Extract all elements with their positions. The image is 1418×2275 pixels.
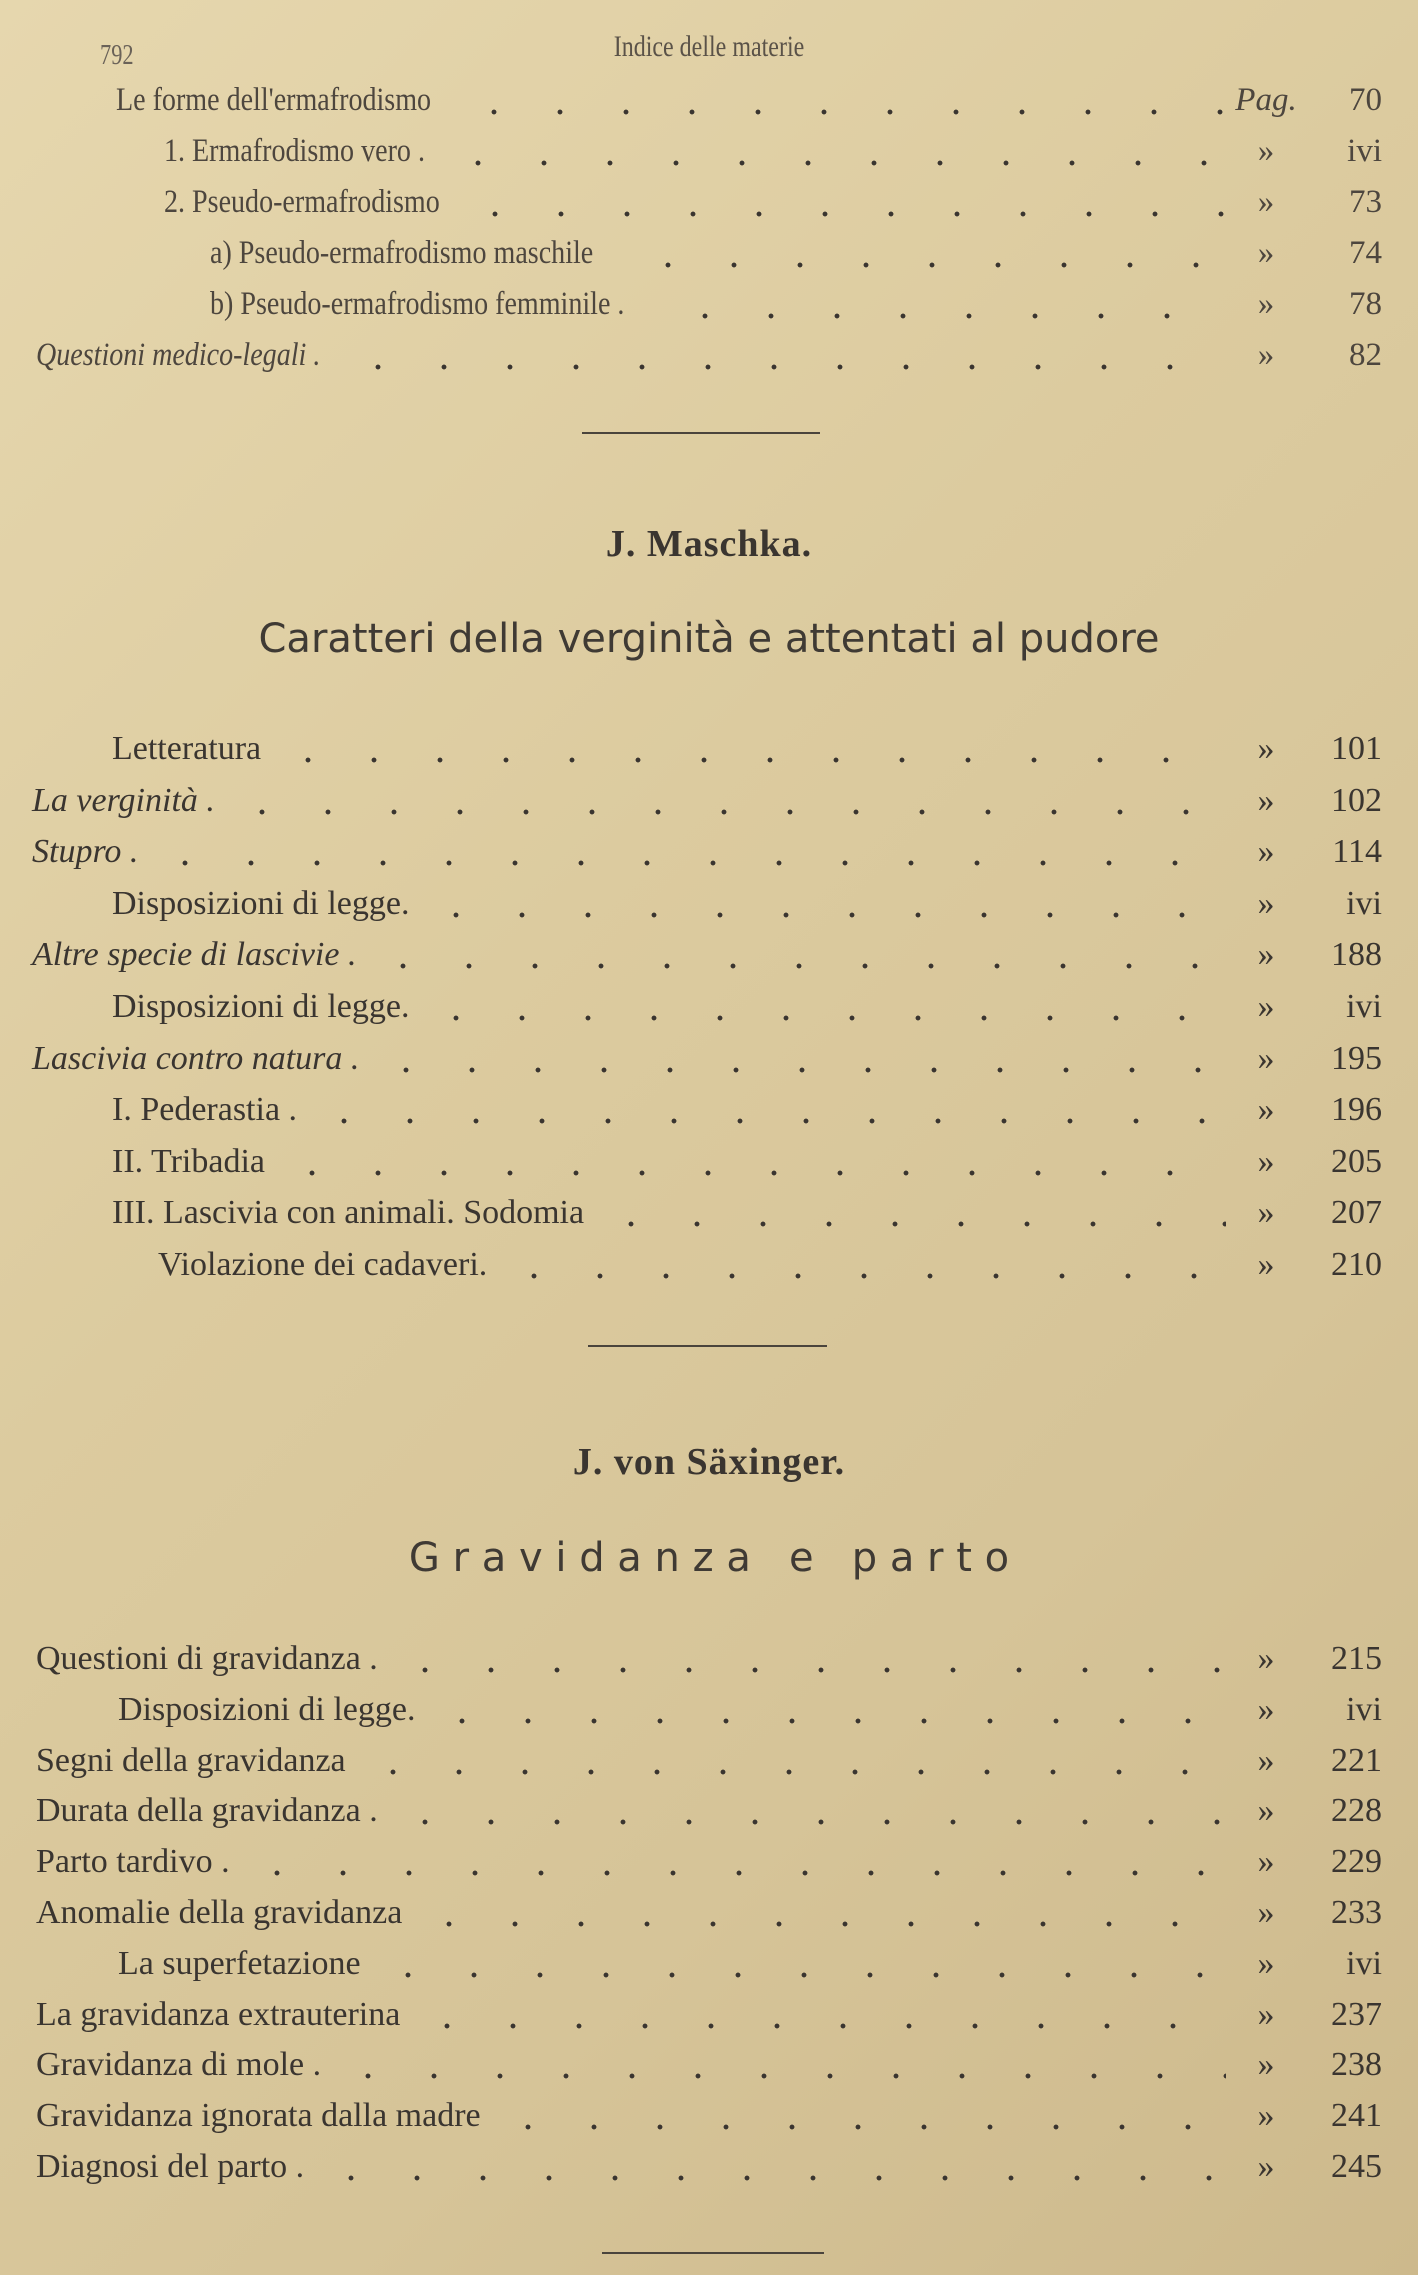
page-reference: 245 bbox=[1331, 2148, 1382, 2185]
toc-entry-label: III. Lascivia con animali. Sodomia bbox=[112, 1194, 585, 1232]
dot-leader bbox=[335, 2073, 1226, 2079]
page-reference: 82 bbox=[1349, 337, 1382, 373]
page-reference: 74 bbox=[1349, 235, 1382, 271]
page-marker: » bbox=[1257, 730, 1275, 767]
page-reference: 207 bbox=[1331, 1194, 1382, 1232]
page-reference: ivi bbox=[1346, 1690, 1382, 1728]
page-marker: » bbox=[1257, 1142, 1275, 1180]
page-reference: ivi bbox=[1346, 884, 1382, 922]
page-reference: 196 bbox=[1331, 1091, 1382, 1129]
toc-entry bbox=[0, 1945, 1418, 1991]
page-reference: 241 bbox=[1331, 2097, 1382, 2135]
dot-leader bbox=[461, 109, 1226, 115]
section-divider bbox=[588, 1345, 827, 1347]
page-marker: » bbox=[1257, 936, 1275, 974]
toc-entry-label: Stupro . bbox=[32, 833, 139, 871]
toc-entry bbox=[0, 1894, 1418, 1940]
toc-entry-label: b) Pseudo-ermafrodismo femminile . bbox=[210, 286, 625, 322]
toc-entry bbox=[0, 1742, 1418, 1788]
page-marker: » bbox=[1257, 1194, 1275, 1232]
page-reference: 221 bbox=[1331, 1741, 1382, 1779]
toc-entry bbox=[0, 286, 1418, 332]
page-marker: » bbox=[1257, 2148, 1275, 2185]
dot-leader bbox=[414, 2023, 1226, 2029]
page-reference: 101 bbox=[1331, 730, 1382, 767]
page-reference: 73 bbox=[1349, 184, 1382, 220]
page-reference: 102 bbox=[1331, 781, 1382, 819]
dot-leader bbox=[279, 1170, 1226, 1176]
toc-entry-label: Diagnosi del parto . bbox=[36, 2148, 305, 2185]
toc-entry-label: Disposizioni di legge. bbox=[118, 1690, 416, 1728]
toc-entry-label: Gravidanza di mole . bbox=[36, 2046, 322, 2084]
page-reference: 237 bbox=[1331, 1995, 1382, 2033]
toc-entry-label: Questioni medico-legali . bbox=[36, 337, 321, 373]
page-reference: 229 bbox=[1331, 1843, 1382, 1881]
page-marker: » bbox=[1257, 1944, 1275, 1982]
dot-leader bbox=[275, 757, 1226, 763]
toc-entry bbox=[0, 730, 1418, 776]
page-reference: 210 bbox=[1331, 1246, 1382, 1283]
page-marker: » bbox=[1257, 833, 1275, 871]
dot-leader bbox=[423, 912, 1226, 918]
page-reference: ivi bbox=[1346, 1944, 1382, 1982]
page-marker: » bbox=[1257, 1246, 1275, 1283]
dot-leader bbox=[462, 211, 1226, 217]
dot-leader bbox=[392, 1667, 1226, 1673]
toc-entry-label: Le forme dell'ermafrodismo bbox=[116, 82, 432, 118]
page-reference: 215 bbox=[1331, 1640, 1382, 1677]
page-reference: 70 bbox=[1349, 82, 1382, 118]
toc-entry bbox=[0, 1640, 1418, 1686]
dot-leader bbox=[445, 160, 1226, 166]
page-marker: » bbox=[1257, 1690, 1275, 1728]
toc-entry bbox=[0, 885, 1418, 931]
section-title: G r a v i d a n z a e p a r t o bbox=[408, 1535, 1010, 1581]
toc-entry-label: 2. Pseudo-ermafrodismo bbox=[164, 184, 440, 220]
toc-entry-label: Lascivia contro natura . bbox=[32, 1039, 360, 1077]
page-marker: » bbox=[1257, 1091, 1275, 1129]
dot-leader bbox=[373, 1067, 1226, 1073]
toc-entry bbox=[0, 1691, 1418, 1737]
dot-leader bbox=[416, 1921, 1226, 1927]
page-reference: 195 bbox=[1331, 1039, 1382, 1077]
page-marker: » bbox=[1257, 235, 1275, 271]
page-reference: ivi bbox=[1346, 988, 1382, 1025]
toc-entry bbox=[0, 1246, 1418, 1292]
dot-leader bbox=[392, 1819, 1226, 1825]
page-reference: ivi bbox=[1347, 133, 1382, 169]
page-marker: Pag. bbox=[1235, 82, 1297, 118]
dot-leader bbox=[423, 1015, 1226, 1021]
page-reference: 233 bbox=[1331, 1894, 1382, 1931]
page-reference: 114 bbox=[1332, 833, 1382, 871]
dot-leader bbox=[345, 364, 1226, 370]
page-marker: » bbox=[1257, 1039, 1275, 1077]
toc-entry-label: La verginità . bbox=[32, 781, 215, 819]
toc-entry-label: Violazione dei cadaveri. bbox=[158, 1246, 488, 1283]
toc-entry bbox=[0, 1792, 1418, 1838]
toc-entry bbox=[0, 1194, 1418, 1240]
toc-entry bbox=[0, 988, 1418, 1034]
toc-entry-label: La gravidanza extrauterina bbox=[36, 1995, 401, 2033]
page-reference: 205 bbox=[1331, 1142, 1382, 1180]
toc-entry bbox=[0, 1843, 1418, 1889]
section-author: J. von Säxinger. bbox=[572, 1441, 846, 1483]
toc-entry bbox=[0, 1143, 1418, 1189]
toc-entry-label: La superfetazione bbox=[118, 1944, 361, 1982]
page-marker: » bbox=[1257, 1843, 1275, 1881]
toc-entry-label: a) Pseudo-ermafrodismo maschile bbox=[210, 235, 594, 271]
page-marker: » bbox=[1257, 133, 1275, 169]
toc-entry-label: 1. Ermafrodismo vero . bbox=[164, 133, 425, 169]
toc-entry bbox=[0, 936, 1418, 982]
toc-entry bbox=[0, 1091, 1418, 1137]
page-marker: » bbox=[1257, 337, 1275, 373]
page-marker: » bbox=[1257, 1792, 1275, 1830]
page-marker: » bbox=[1257, 1995, 1275, 2033]
toc-entry-label: II. Tribadia bbox=[112, 1142, 265, 1180]
page-marker: » bbox=[1257, 286, 1275, 322]
toc-entry bbox=[0, 782, 1418, 828]
page-reference: 78 bbox=[1349, 286, 1382, 322]
page-marker: » bbox=[1257, 1741, 1275, 1779]
dot-leader bbox=[360, 1769, 1226, 1775]
section-title: Caratteri della verginità e attentati al pudore bbox=[258, 616, 1160, 662]
dot-leader bbox=[672, 313, 1226, 319]
toc-entry-label: Parto tardivo . bbox=[36, 1843, 230, 1881]
toc-entry-label: Disposizioni di legge. bbox=[112, 988, 410, 1025]
page-marker: » bbox=[1257, 2097, 1275, 2135]
toc-entry bbox=[0, 82, 1418, 128]
dot-leader bbox=[635, 262, 1226, 268]
toc-entry-label: Segni della gravidanza bbox=[36, 1741, 346, 1779]
toc-entry-label: I. Pederastia . bbox=[112, 1091, 298, 1129]
toc-entry bbox=[0, 133, 1418, 179]
toc-entry bbox=[0, 1040, 1418, 1086]
section-divider bbox=[602, 2252, 824, 2254]
page-reference: 228 bbox=[1331, 1792, 1382, 1830]
dot-leader bbox=[152, 860, 1226, 866]
dot-leader bbox=[318, 2175, 1226, 2181]
page-number: 792 bbox=[100, 40, 134, 71]
toc-entry-label: Durata della gravidanza . bbox=[36, 1792, 378, 1830]
page-marker: » bbox=[1257, 2046, 1275, 2084]
page-marker: » bbox=[1257, 184, 1275, 220]
dot-leader bbox=[244, 1870, 1226, 1876]
toc-entry-label: Letteratura bbox=[112, 730, 262, 767]
toc-entry-label: Altre specie di lascivie . bbox=[32, 936, 357, 974]
page-reference: 238 bbox=[1331, 2046, 1382, 2084]
page-marker: » bbox=[1257, 1640, 1275, 1677]
dot-leader bbox=[229, 809, 1226, 815]
dot-leader bbox=[598, 1221, 1226, 1227]
dot-leader bbox=[501, 1273, 1226, 1279]
dot-leader bbox=[375, 1972, 1226, 1978]
toc-entry bbox=[0, 2148, 1418, 2194]
section-divider bbox=[582, 432, 820, 434]
page-marker: » bbox=[1257, 781, 1275, 819]
toc-entry bbox=[0, 235, 1418, 281]
toc-entry-label: Disposizioni di legge. bbox=[112, 884, 410, 922]
toc-entry-label: Gravidanza ignorata dalla madre bbox=[36, 2097, 481, 2135]
toc-entry bbox=[0, 184, 1418, 230]
dot-leader bbox=[370, 963, 1226, 969]
dot-leader bbox=[311, 1118, 1226, 1124]
page-marker: » bbox=[1257, 884, 1275, 922]
dot-leader bbox=[429, 1718, 1226, 1724]
page-marker: » bbox=[1257, 988, 1275, 1025]
toc-entry bbox=[0, 2046, 1418, 2092]
toc-entry-label: Anomalie della gravidanza bbox=[36, 1894, 403, 1931]
page-marker: » bbox=[1257, 1894, 1275, 1931]
dot-leader bbox=[495, 2124, 1226, 2130]
toc-entry bbox=[0, 2097, 1418, 2143]
section-author: J. Maschka. bbox=[605, 523, 813, 565]
toc-entry bbox=[0, 337, 1418, 383]
toc-entry-label: Questioni di gravidanza . bbox=[36, 1640, 378, 1677]
toc-entry bbox=[0, 833, 1418, 879]
page-reference: 188 bbox=[1331, 936, 1382, 974]
running-title: Indice delle materie bbox=[613, 30, 805, 63]
toc-entry bbox=[0, 1996, 1418, 2042]
